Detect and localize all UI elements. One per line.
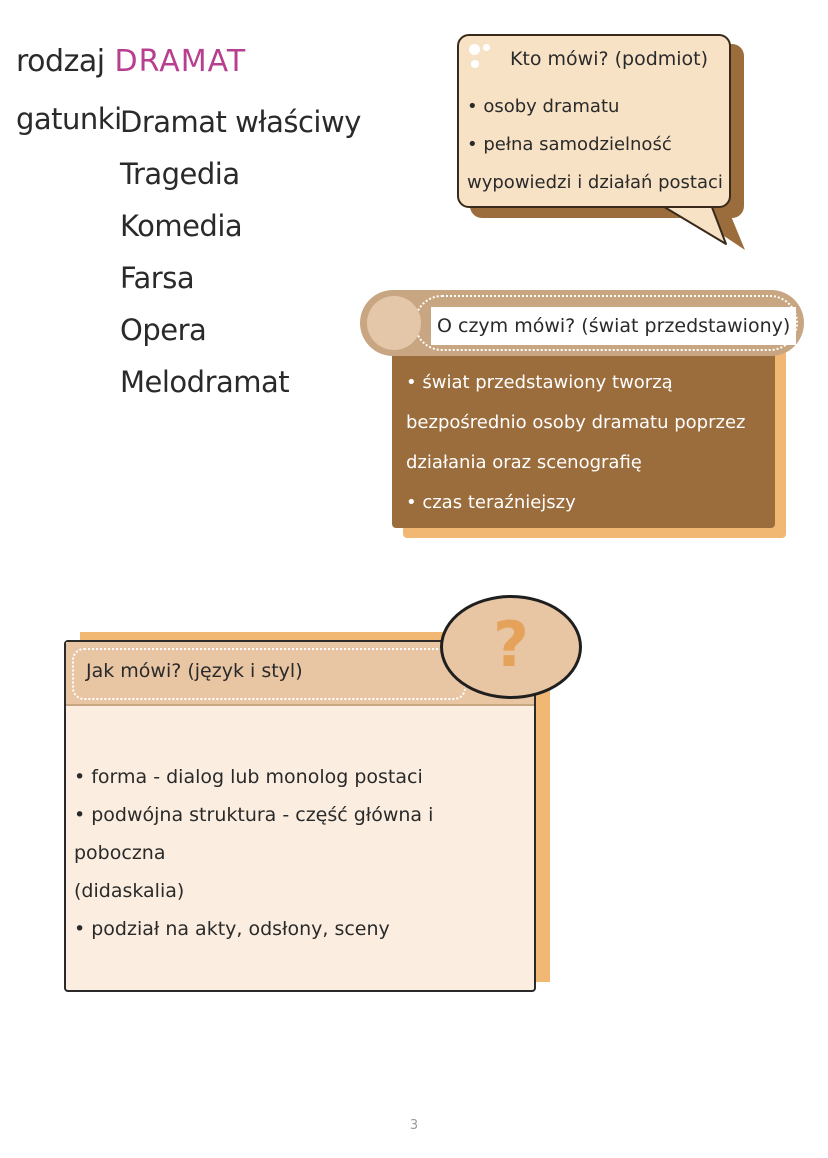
kto-mowi-lines: [467, 88, 723, 202]
rodzaj-value: DRAMAT: [114, 44, 247, 79]
genre-list: [120, 102, 361, 414]
jak-mowi-line: • podwójna struktura - część główna i poboczna: [74, 804, 434, 864]
kto-mowi-title: Kto mówi? (podmiot): [509, 48, 709, 70]
jak-mowi-title: Jak mówi? (język i styl): [86, 660, 303, 682]
jak-mowi-line: • forma - dialog lub monolog postaci: [74, 766, 423, 788]
jak-mowi-line: (didaskalia): [74, 880, 185, 902]
genre-item: Tragedia: [120, 157, 240, 191]
o-czym-mowi-line: bezpośrednio osoby dramatu poprzez: [406, 412, 746, 433]
decor-circle: [367, 296, 421, 350]
genre-item: Melodramat: [120, 365, 290, 399]
jak-mowi-line: • podział na akty, odsłony, sceny: [74, 918, 390, 940]
speech-bubble: [457, 34, 731, 208]
jak-mowi-lines: [74, 758, 524, 948]
genre-item: Komedia: [120, 209, 243, 243]
o-czym-mowi-title: O czym mówi? (świat przedstawiony): [431, 307, 796, 345]
o-czym-mowi-lines: [406, 363, 745, 523]
kto-mowi-line: • pełna samodzielność: [467, 134, 672, 155]
question-mark-icon: ?: [493, 608, 529, 681]
page-number: 3: [409, 1118, 419, 1133]
rodzaj-label: rodzaj: [16, 44, 105, 79]
speech-bubble-tail: [650, 200, 750, 260]
gatunki-label: gatunki: [16, 102, 122, 136]
o-czym-mowi-line: • świat przedstawiony tworzą: [406, 372, 673, 393]
genre-item: Dramat właściwy: [120, 105, 361, 139]
kto-mowi-line: wypowiedzi i działań postaci: [467, 172, 723, 193]
o-czym-mowi-line: • czas teraźniejszy: [406, 492, 576, 513]
genre-item: Opera: [120, 313, 207, 347]
genre-item: Farsa: [120, 261, 195, 295]
rodzaj-line: [16, 44, 246, 79]
o-czym-mowi-line: działania oraz scenografię: [406, 452, 642, 473]
kto-mowi-line: • osoby dramatu: [467, 96, 620, 117]
